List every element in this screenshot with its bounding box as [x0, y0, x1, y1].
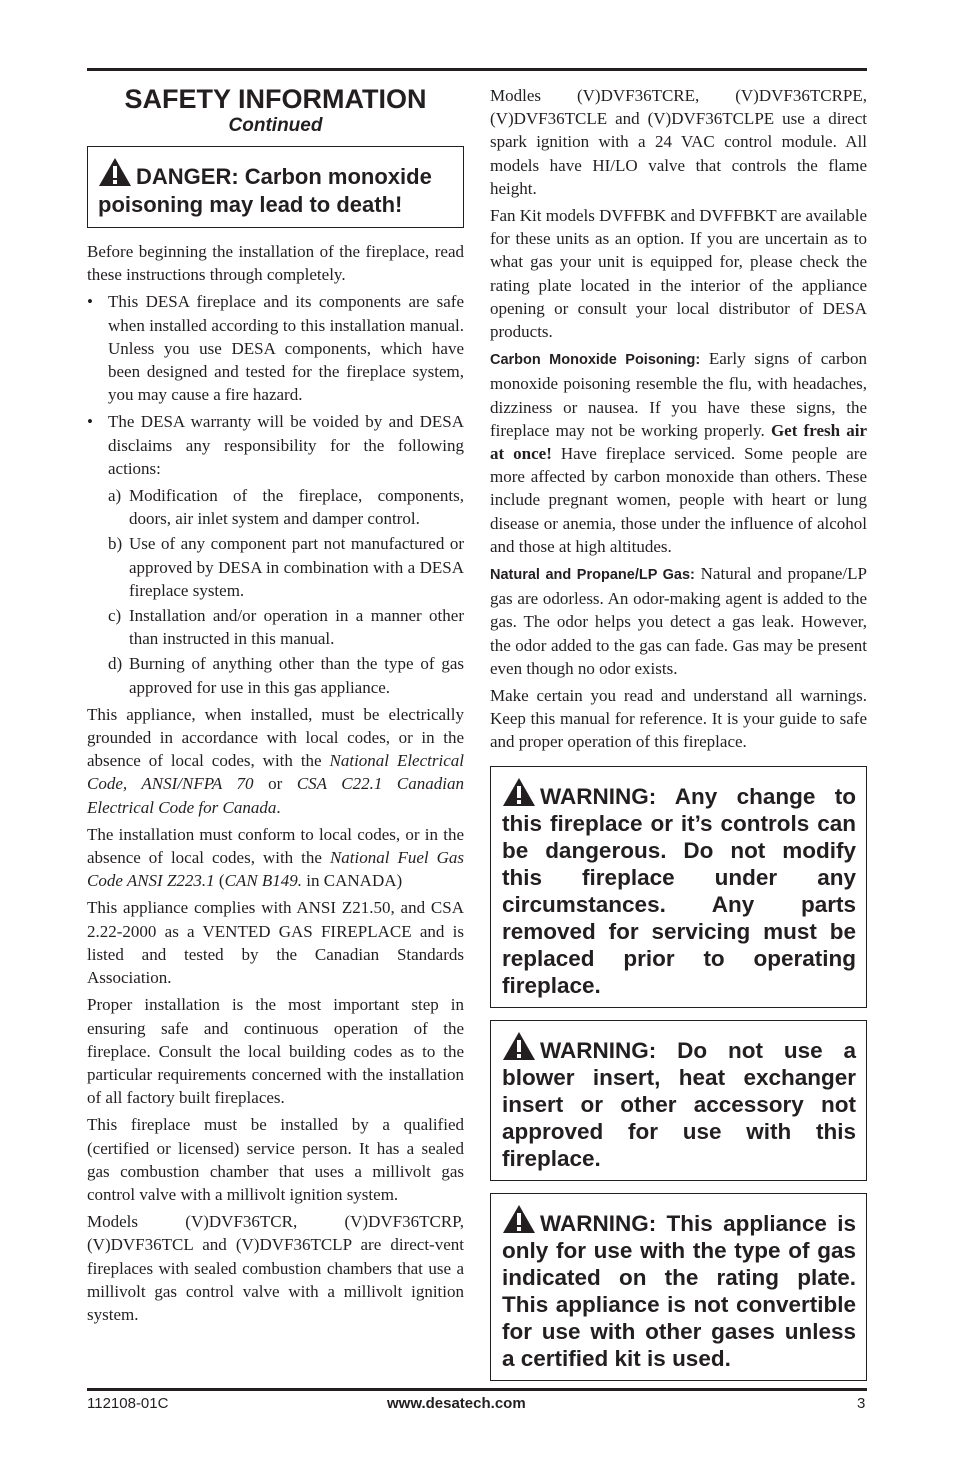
grounding-text: .	[276, 797, 281, 817]
item-text: Use of any component part not manufactured or approved by DESA in combination with a DESA fireplace system.	[129, 534, 464, 600]
list-item: • The DESA warranty will be voided by and DESA disclaims any responsibility for the following actions: a) Modification of the fireplace, components, doors, air inlet system and damper control. b) Use of any component part not manufactured or approved by DESA in combination with a DESA fireplace system. c) Installation and/or operation in a manner other than instructed in this manual. d) Burning of anything other than the type of gas approved for use in this gas appliance.	[87, 410, 464, 698]
fresh-air-callout: Get fresh air at once!	[490, 420, 867, 464]
page-subtitle: Continued	[228, 115, 323, 136]
csa-reference: CSA C22.1 Canadian Electrical Code for Canada	[87, 774, 464, 817]
warning-triangle-icon	[502, 1031, 536, 1061]
read-warnings-paragraph: Make certain you read and understand all warnings. Keep this manual for reference. It is your guide to safe and proper operation of this fireplace.	[490, 686, 867, 752]
gas-heading: Natural and Propane/LP Gas:	[490, 567, 695, 584]
conform-paragraph	[87, 823, 464, 893]
item-letter: d)	[108, 654, 123, 674]
list-item: • This DESA fireplace and its components are safe when installed according to this installation manual. Unless you use DESA components, which have been designed and tested for the fireplace system, you may cause a fire hazard.	[87, 292, 464, 405]
footer-rule	[87, 1388, 867, 1391]
bullet-text: The DESA warranty will be voided by and DESA disclaims any responsibility for the following actions:	[108, 412, 464, 478]
carbon-monoxide-heading: Carbon Monoxide Poisoning:	[490, 352, 701, 369]
co-text: Early signs of carbon monoxide poisoning resemble the flu, with headaches, dizziness or nausea. If you have these signs, the fireplace may not be working properly.	[490, 349, 867, 440]
warning-text: WARNING: Do not use a blower insert, heat exchanger insert or other accessory not approved for use with this fireplace.	[502, 1037, 856, 1171]
co-text: Have fireplace serviced. Some people are more affected by carbon monoxide than others. These include pregnant women, people with heart or lung disease or anemia, those under the influence of alcohol and those at high altitudes.	[490, 444, 867, 556]
item-text: Modification of the fireplace, components, doors, air inlet system and damper control.	[129, 486, 464, 529]
warning-triangle-icon	[502, 1204, 536, 1234]
conform-text: The installation must conform to local codes, or in the absence of local codes, with the	[87, 824, 464, 868]
conform-text: in CANADA)	[302, 871, 403, 891]
qualified-installer-paragraph: This fireplace must be installed by a qualified (certified or licensed) service person. It has a sealed gas combustion chamber that uses a millivolt gas control valve with a millivolt ignition system.	[87, 1115, 464, 1204]
item-text: Installation and/or operation in a manner other than instructed in this manual.	[129, 606, 464, 649]
proper-installation-paragraph: Proper installation is the most important step in ensuring safe and continuous operation of the fireplace. Consult the local building codes as to the particular requirements concerned with the installation of all factory built fireplaces.	[87, 995, 464, 1108]
warning-box-accessory	[490, 1020, 867, 1181]
safety-bullet-list	[87, 290, 464, 698]
conform-text: (	[214, 871, 225, 891]
bullet-text: This DESA fireplace and its components are safe when installed according to this installation manual. Unless you use DESA components, which have been designed and tested for the fireplace system, you may cause a fire hazard.	[108, 292, 464, 405]
complies-paragraph: This appliance complies with ANSI Z21.50, and CSA 2.22-2000 as a VENTED GAS FIREPLACE and is listed and tested by the Canadian Standards Association.	[87, 898, 464, 988]
can-reference: CAN B149.	[224, 871, 303, 891]
grounding-paragraph	[87, 703, 464, 819]
list-item	[108, 532, 464, 602]
gas-text: Natural and propane/LP gas are odorless. An odor-making agent is added to the gas. The odor helps you detect a gas leak. However, the odor added to the gas can fade. Gas may be present even though no odor exists.	[490, 564, 867, 678]
page-number: 3	[857, 1395, 866, 1412]
item-letter: b)	[108, 534, 123, 554]
warning-triangle-icon	[98, 157, 132, 187]
carbon-monoxide-paragraph	[490, 347, 867, 558]
page-title: SAFETY INFORMATION	[124, 84, 427, 114]
warning-text: WARNING: This appliance is only for use with the type of gas indicated on the rating plate. This appliance is not convertible for use with other gases unless a certified kit is used.	[502, 1210, 856, 1371]
models-paragraph: Models (V)DVF36TCR, (V)DVF36TCRP, (V)DVF36TCL and (V)DVF36TCLP are direct-vent fireplaces with sealed combustion chambers that use a millivolt gas control valve with a millivolt ignition system.	[87, 1212, 464, 1324]
item-text: Burning of anything other than the type of gas approved for use in this gas appliance.	[129, 654, 464, 697]
list-item	[108, 652, 464, 698]
right-column	[490, 84, 867, 1381]
fan-kit-paragraph: Fan Kit models DVFFBK and DVFFBKT are available for these units as an option. If you are uncertain as to what gas your unit is equipped for, please check the rating plate located in the interior of the appliance opening or consult your local distributor of DESA products.	[490, 206, 867, 342]
danger-box	[87, 146, 464, 228]
warranty-actions-list	[108, 484, 464, 699]
left-column	[87, 84, 464, 1330]
list-item	[108, 484, 464, 530]
danger-text: Carbon monoxide poisoning may lead to death!	[98, 164, 432, 217]
warning-text: WARNING: Any change to this fireplace or it’s controls can be dangerous. Do not modify this fireplace under any circumstances. Any parts removed for servicing must be replaced prior to operating fireplace.	[502, 783, 856, 998]
website-link[interactable]: www.desatech.com	[387, 1395, 526, 1412]
warning-box-modify	[490, 766, 867, 1008]
danger-label: DANGER:	[136, 164, 239, 189]
grounding-text: or	[253, 774, 297, 794]
item-letter: c)	[108, 606, 122, 626]
list-item	[108, 604, 464, 650]
modles-paragraph: Modles (V)DVF36TCRE, (V)DVF36TCRPE, (V)DVF36TCLE and (V)DVF36TCLPE use a direct spark ignition with a 24 VAC control module. All models have HI/LO valve that controls the flame height.	[490, 86, 867, 198]
part-number: 112108-01C	[87, 1395, 169, 1412]
grounding-text: This appliance, when installed, must be electrically grounded in accordance with local codes, or in the absence of local codes, with the	[87, 704, 464, 771]
nec-reference: National Electrical Code, ANSI/NFPA 70	[87, 751, 464, 794]
item-letter: a)	[108, 486, 122, 506]
intro-paragraph: Before beginning the installation of the fireplace, read these instructions through completely.	[87, 242, 464, 285]
warning-box-gas-type	[490, 1193, 867, 1381]
top-rule	[87, 68, 867, 71]
gas-paragraph	[490, 562, 867, 680]
fuel-gas-code-reference: National Fuel Gas Code ANSI Z223.1	[87, 848, 464, 891]
warning-triangle-icon	[502, 777, 536, 807]
